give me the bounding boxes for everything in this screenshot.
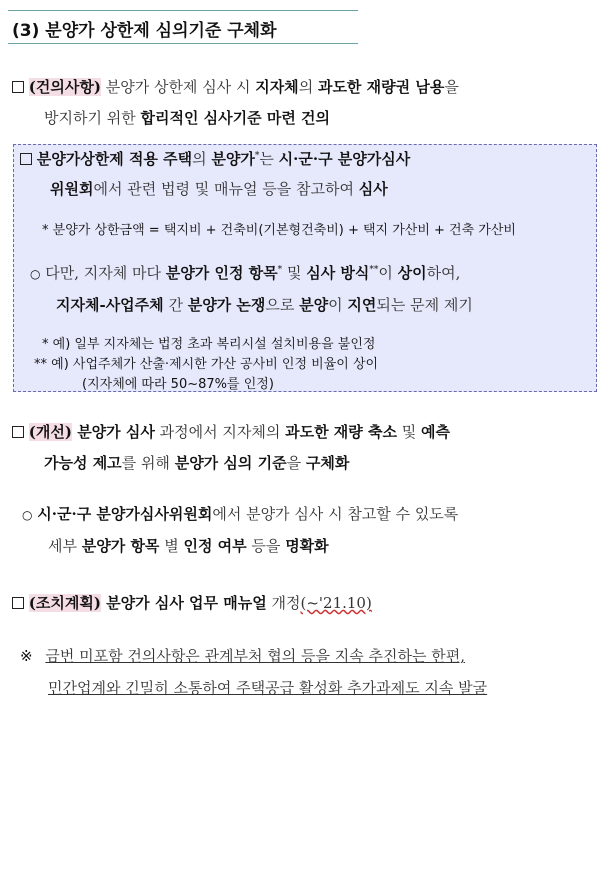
- section-title-box: [8, 10, 358, 44]
- footer-note-line-2: [48, 677, 487, 698]
- text-run: 분양가 심의 기준: [174, 454, 287, 472]
- reference-mark-icon: ※: [20, 647, 33, 665]
- text-run: 가능성 제고: [44, 454, 122, 472]
- improvement-line-1: [12, 421, 450, 442]
- text-run: 별: [159, 537, 184, 555]
- box-line-2: [50, 178, 388, 199]
- text-run: 를 위해: [121, 454, 175, 472]
- footnote-mark: *: [254, 151, 260, 161]
- text-run: 지자체: [255, 78, 299, 96]
- text-run: 인정 여부: [183, 537, 247, 555]
- improvement-line-2: [44, 452, 349, 473]
- text-run: 분양가 인정 항목: [165, 264, 278, 282]
- text-run: 시·군·구 분양가심사: [278, 150, 411, 168]
- text-run: 방지하기 위한: [44, 109, 141, 127]
- text-run: 개정: [266, 594, 301, 612]
- title-top-rule: [8, 10, 358, 11]
- box-line-1: [20, 148, 410, 169]
- box-example-1: * 예) 일부 지자체는 법정 초과 복리시설 설치비용을 불인정: [42, 337, 376, 352]
- title-bottom-rule: [8, 43, 358, 44]
- text-run: (~'21.10): [300, 594, 372, 612]
- proposal-line-1: [12, 76, 459, 97]
- text-run: 으로: [265, 296, 300, 314]
- text-run: 는: [259, 150, 279, 168]
- text-run: 및: [282, 264, 307, 282]
- proposal-line-2: [44, 107, 330, 128]
- checkbox-square-icon: [12, 81, 24, 93]
- text-run: 분양가 심사 업무 매뉴얼: [100, 594, 267, 612]
- text-run: 의: [192, 150, 212, 168]
- text-run: 의: [298, 78, 318, 96]
- improvement-bullet-line-2: [48, 535, 329, 556]
- text-run: 지자체-사업주체: [56, 296, 164, 314]
- text-run: 분양가 논쟁: [187, 296, 266, 314]
- box-bullet-line-2: [56, 294, 473, 315]
- improvement-bullet-line-1: [22, 503, 458, 524]
- text-run: 에서 분양가 심사 시 참고할 수 있도록: [212, 505, 459, 523]
- text-run: 분양가: [211, 150, 255, 168]
- text-run: 상이: [397, 264, 427, 282]
- box-bullet-line-1: [30, 262, 460, 283]
- checkbox-square-icon: [12, 597, 24, 609]
- section-title: (3) 분양가 상한제 심의기준 구체화: [12, 21, 277, 41]
- text-run: 과정에서 지자체의: [154, 423, 286, 441]
- text-run: 예측: [421, 423, 451, 441]
- text-run: 분양가 심사: [71, 423, 155, 441]
- proposal-tag: (건의사항): [28, 78, 101, 96]
- text-run: 분양가 항목: [81, 537, 160, 555]
- text-run: 하여,: [426, 264, 461, 282]
- text-run: 에서 관련 법령 및 매뉴얼 등을 참고하여: [93, 180, 359, 198]
- text-run: 민간업계와 긴밀히 소통하여 주택공급 활성화 추가과제도 지속 발굴: [48, 679, 488, 697]
- footnote-mark: **: [369, 265, 379, 275]
- box-note-formula: * 분양가 상한금액 = 택지비 + 건축비(기본형건축비) + 택지 가산비 + 건축 가산비: [42, 223, 516, 238]
- text-run: 분양가 상한제 심사 시: [105, 78, 256, 96]
- text-run: 과도한 재량 축소: [285, 423, 397, 441]
- text-run: 이: [328, 296, 348, 314]
- text-run: 이: [378, 264, 398, 282]
- box-example-3: (지자체에 따라 50~87%를 인정): [82, 377, 274, 392]
- footer-note-line-1: [20, 645, 465, 666]
- text-run: 분양가상한제 적용 주택: [36, 150, 193, 168]
- text-run: 구체화: [305, 454, 350, 472]
- text-run: 분양: [299, 296, 329, 314]
- text-run: 과도한 재량권 남용: [317, 78, 445, 96]
- text-run: 합리적인 심사기준 마련 건의: [140, 109, 331, 127]
- checkbox-square-icon: [12, 426, 24, 438]
- text-run: 을: [444, 78, 459, 96]
- text-run: 을: [286, 454, 306, 472]
- improvement-tag: (개선): [28, 423, 72, 441]
- circle-bullet-icon: ○: [22, 508, 33, 522]
- text-run: 심사 방식: [306, 264, 370, 282]
- text-run: 다만, 지자체 마다: [45, 264, 166, 282]
- circle-bullet-icon: ○: [30, 267, 41, 281]
- text-run: 명확화: [285, 537, 329, 555]
- text-run: 심사: [358, 180, 388, 198]
- action-plan-tag: (조치계획): [28, 594, 101, 612]
- box-example-2: ** 예) 사업주체가 산출·제시한 가산 공사비 인정 비율이 상이: [34, 357, 379, 372]
- footnote-mark: *: [277, 265, 283, 275]
- action-plan-line: [12, 592, 372, 613]
- text-run: 위원회: [50, 180, 94, 198]
- text-run: 지연: [347, 296, 377, 314]
- text-run: 및: [397, 423, 422, 441]
- text-run: 간: [163, 296, 188, 314]
- text-run: 되는 문제 제기: [376, 296, 473, 314]
- text-run: 세부: [48, 537, 82, 555]
- text-run: 등을: [246, 537, 286, 555]
- checkbox-square-icon: [20, 153, 32, 165]
- text-run: 시·군·구 분양가심사위원회: [37, 505, 213, 523]
- text-run: 금번 미포함 건의사항은 관계부처 협의 등을 지속 추진하는 한편,: [45, 647, 466, 665]
